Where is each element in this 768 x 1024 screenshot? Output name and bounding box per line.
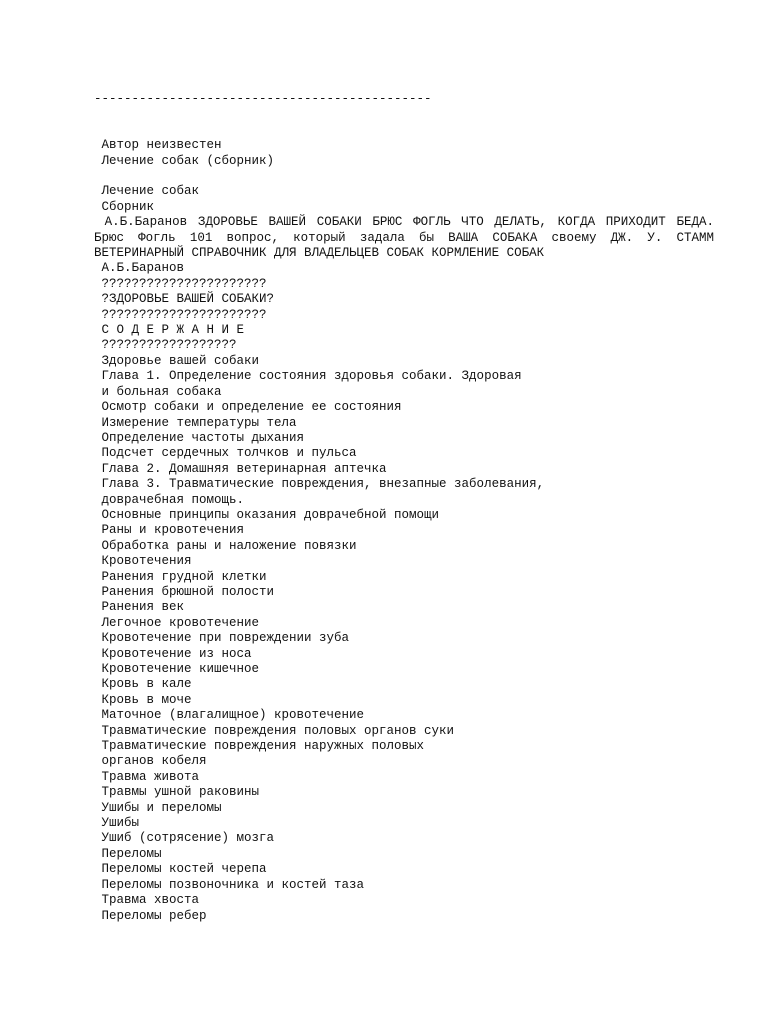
toc-line: Травмы ушной раковины bbox=[94, 785, 260, 800]
toc-line: Глава 1. Определение состояния здоровья собаки. Здоровая bbox=[94, 369, 522, 384]
document-page bbox=[94, 92, 722, 924]
toc-line: А.Б.Баранов bbox=[94, 261, 185, 276]
toc-line: Осмотр собаки и определение ее состояния bbox=[94, 400, 402, 415]
toc-line: Переломы ребер bbox=[94, 908, 207, 923]
toc-line: Маточное (влагалищное) кровотечение bbox=[94, 708, 365, 723]
toc-line: Кровотечения bbox=[94, 554, 192, 569]
toc-line: Ранения век bbox=[94, 600, 185, 615]
intro-block bbox=[94, 184, 714, 215]
spacer bbox=[94, 107, 714, 138]
toc-line: Определение частоты дыхания bbox=[94, 430, 305, 445]
toc-line: Переломы костей черепа bbox=[94, 862, 267, 877]
toc-line: ?????????????????????? bbox=[94, 276, 267, 291]
toc-line: органов кобеля bbox=[94, 754, 207, 769]
toc-line: Измерение температуры тела bbox=[94, 415, 297, 430]
toc-line: Подсчет сердечных толчков и пульса bbox=[94, 446, 357, 461]
toc-line: Ушиб (сотрясение) мозга bbox=[94, 831, 275, 846]
book-title-line: Лечение собак (сборник) bbox=[94, 153, 275, 168]
toc-line: Здоровье вашей собаки bbox=[94, 353, 260, 368]
toc-line: Травма хвоста bbox=[94, 893, 200, 908]
toc-line: ?????????????????? bbox=[94, 338, 237, 353]
toc-line: Ушибы и переломы bbox=[94, 800, 222, 815]
author-line: Автор неизвестен bbox=[94, 138, 222, 153]
toc-line: Раны и кровотечения bbox=[94, 523, 245, 538]
toc-line: Глава 3. Травматические повреждения, внезапные заболевания, bbox=[94, 477, 545, 492]
description-paragraph: А.Б.Баранов ЗДОРОВЬЕ ВАШЕЙ СОБАКИ БРЮС ФОГЛЬ ЧТО ДЕЛАТЬ, КОГДА ПРИХОДИТ БЕДА. Брюс Фогль 101 вопрос, который задала бы ВАША СОБАКА своему ДЖ. У. СТАММ ВЕТЕРИНАРНЫЙ СПРАВОЧНИК ДЛЯ ВЛАДЕЛЬЦЕВ СОБАК КОРМЛЕНИЕ СОБАК bbox=[94, 215, 722, 261]
toc-line: Обработка раны и наложение повязки bbox=[94, 538, 357, 553]
toc-line: ?????????????????????? bbox=[94, 307, 267, 322]
toc-line: доврачебная помощь. bbox=[94, 492, 245, 507]
toc-line: Основные принципы оказания доврачебной помощи bbox=[94, 507, 440, 522]
toc-line: Кровотечение при повреждении зуба bbox=[94, 631, 350, 646]
toc-line: и больная собака bbox=[94, 384, 222, 399]
toc-line: Кровотечение из носа bbox=[94, 646, 252, 661]
toc-line: Глава 2. Домашняя ветеринарная аптечка bbox=[94, 461, 387, 476]
spacer bbox=[94, 169, 714, 184]
toc-line: Кровь в моче bbox=[94, 692, 192, 707]
toc-line: Легочное кровотечение bbox=[94, 615, 260, 630]
toc-line: Ранения брюшной полости bbox=[94, 584, 275, 599]
toc-line: Ушибы bbox=[94, 816, 140, 831]
toc-line: С О Д Е Р Ж А Н И Е bbox=[94, 323, 245, 338]
toc-line: Ранения грудной клетки bbox=[94, 569, 267, 584]
intro-line: Сборник bbox=[94, 199, 155, 214]
header-block bbox=[94, 138, 714, 169]
toc-line: Травма живота bbox=[94, 769, 200, 784]
toc-line: Переломы bbox=[94, 846, 162, 861]
toc-line: Травматические повреждения наружных половых bbox=[94, 739, 425, 754]
table-of-contents bbox=[94, 261, 714, 923]
toc-line: ?ЗДОРОВЬЕ ВАШЕЙ СОБАКИ? bbox=[94, 292, 275, 307]
separator-line: --------------------------------------------- bbox=[94, 92, 432, 106]
toc-line: Кровотечение кишечное bbox=[94, 662, 260, 676]
intro-line: Лечение собак bbox=[94, 184, 200, 199]
toc-line: Травматические повреждения половых органов суки bbox=[94, 723, 455, 738]
toc-line: Переломы позвоночника и костей таза bbox=[94, 877, 365, 892]
toc-line: Кровь в кале bbox=[94, 677, 192, 692]
